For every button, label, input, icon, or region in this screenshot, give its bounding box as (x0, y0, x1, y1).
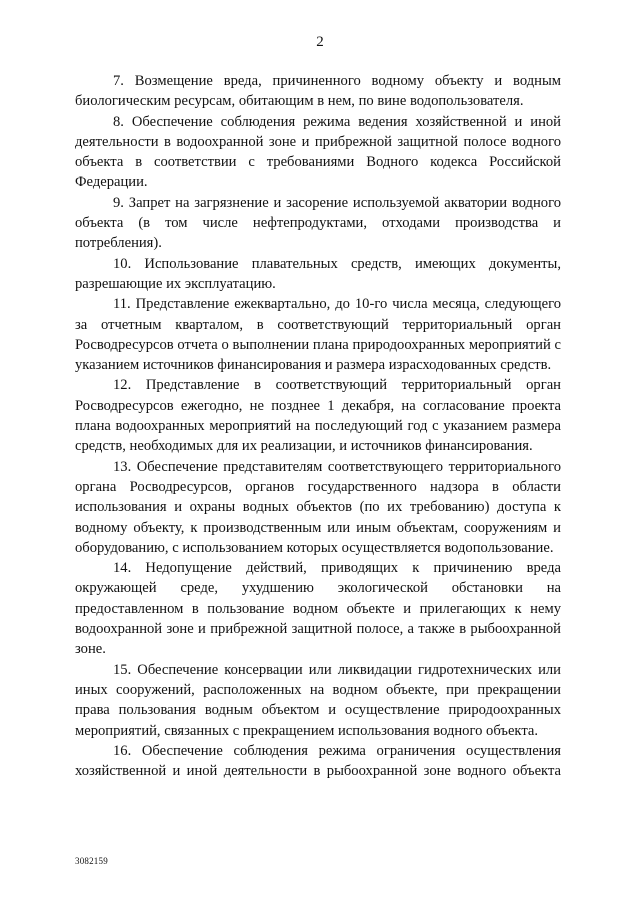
paragraph-7: 7. Возмещение вреда, причиненного водному объекту и водным биологическим ресурсам, обитающим в нем, по вине водопользователя. (75, 73, 561, 110)
paragraph-15: 15. Обеспечение консервации или ликвидации гидротехнических или иных сооружений, расположенных на водном объекте, при прекращении права пользования водным объектом и осуществление природоохранных мероприятий, связанных с прекращением использования водного объекта. (75, 661, 561, 739)
document-body (75, 71, 561, 781)
paragraph-16: 16. Обеспечение соблюдения режима ограничения осуществления хозяйственной и иной деятельности в рыбоохранной зоне водного объекта (75, 742, 561, 780)
paragraph-14: 14. Недопущение действий, приводящих к причинению вреда окружающей среде, ухудшению экологической обстановки на предоставленном в пользование водном объекте и прилегающих к нему водоохранной зоне и прибрежной защитной полосе, а также в рыбоохранной зоне. (75, 560, 561, 658)
paragraph-12: 12. Представление в соответствующий территориальный орган Росводресурсов ежегодно, не позднее 1 декабря, на согласование проекта плана водоохранных мероприятий на последующий год с указанием размера средств, необходимых для их реализации, и источников финансирования. (75, 377, 561, 455)
page-number: 2 (316, 34, 324, 50)
paragraph-8: 8. Обеспечение соблюдения режима ведения хозяйственной и иной деятельности в водоохранной зоне и прибрежной защитной полосе водного объекта в соответствии с требованиями Водного кодекса Российской Федерации. (75, 113, 561, 191)
document-code: 3082159 (75, 856, 108, 866)
paragraph-10: 10. Использование плавательных средств, имеющих документы, разрешающие их эксплуатацию. (75, 255, 561, 292)
paragraph-11: 11. Представление ежеквартально, до 10-го числа месяца, следующего за отчетным кварталом, в соответствующий территориальный орган Росводресурсов отчета о выполнении плана природоохранных мероприятий с указанием источников финансирования и размера израсходованных средств. (75, 296, 561, 374)
paragraph-9: 9. Запрет на загрязнение и засорение используемой акватории водного объекта (в том числе нефтепродуктами, отходами производства и потребления). (75, 194, 561, 252)
paragraph-13: 13. Обеспечение представителям соответствующего территориального органа Росводресурсов, органов государственного надзора в области использования и охраны водных объектов (по их требованию) доступа к водному объекту, к производственным или иным объектам, сооружениям и оборудованию, с использованием которых осуществляется водопользование. (75, 458, 561, 556)
